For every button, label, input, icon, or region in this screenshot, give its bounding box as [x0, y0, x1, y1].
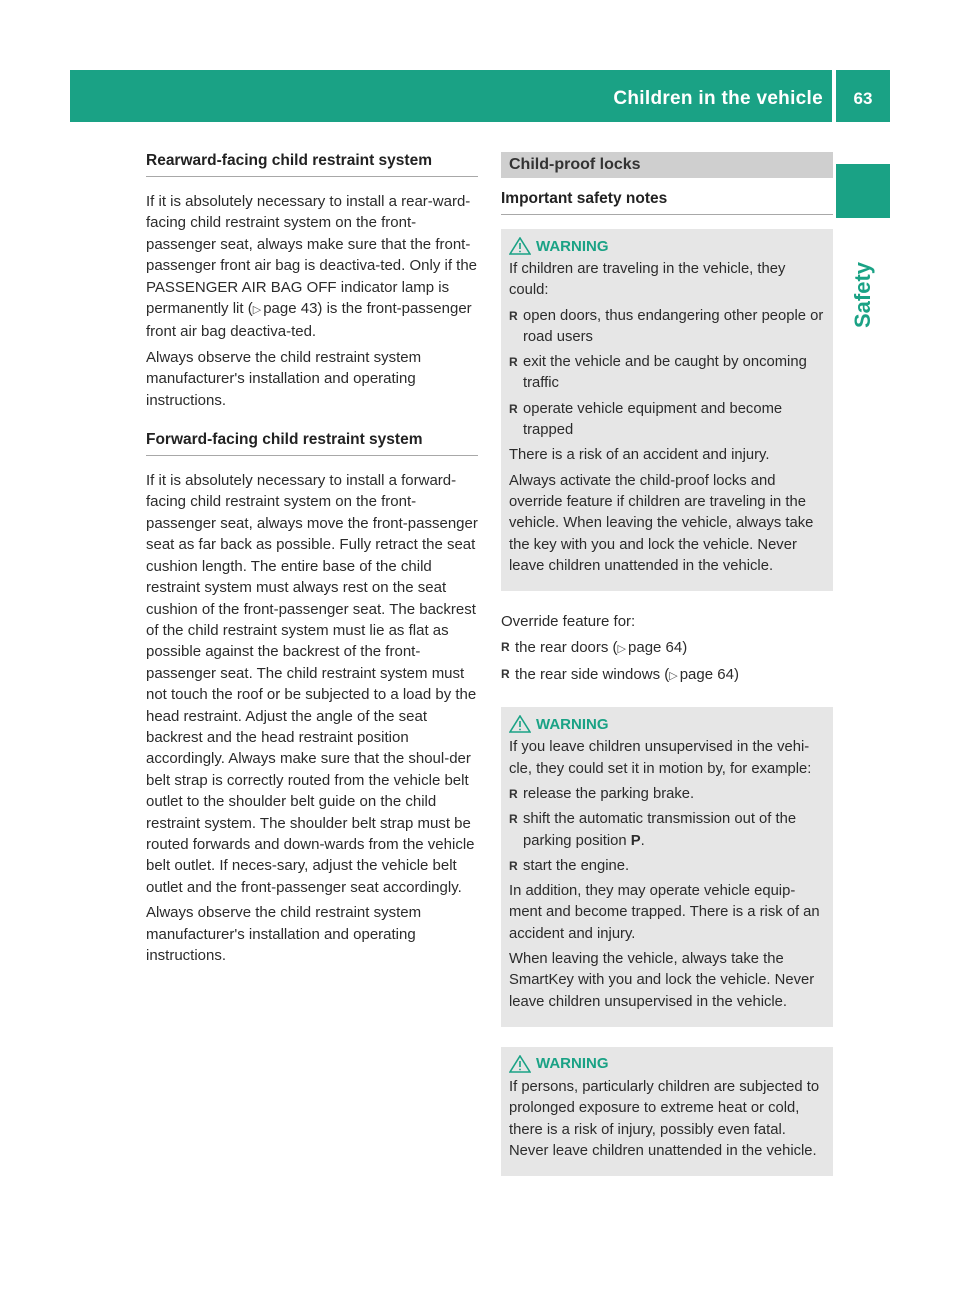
warning-label: WARNING — [536, 715, 609, 733]
warning-triangle-icon — [509, 1055, 531, 1073]
warning-label: WARNING — [536, 237, 609, 255]
warning-intro: If you leave children unsupervised in the vehi-cle, they could set it in motion by, for example: — [509, 739, 812, 777]
section-tab-marker — [836, 164, 890, 218]
forward-paragraph: If it is absolutely necessary to install a forward-facing child restraint system on the front-passenger seat, always move the front-passenger seat as far back as possible. Fully retract the seat cushion length. The entire base of the child restraint system must always rest on the seat cushion of the front-passenger seat. The backrest of the child restraint system must lie as flat as possible against the backrest of the front-passenger seat. The child restraint system must not touch the roof or be subjected to a load by the head restraint. Adjust the angle of the seat backrest and the head restraint position accordingly. Always make sure that the shoul-der belt strap is correctly routed from the vehicle belt outlet to the shoulder belt guide on the child restraint system. The shoulder belt strap must be routed forwards and down-wards from the vehicle belt outlet. If neces-sary, adjust the vehicle belt outlet and the front-passenger seat accordingly. — [146, 472, 478, 896]
right-column — [501, 152, 833, 1196]
page-reference-arrow-icon: ▷ — [252, 304, 262, 317]
warning-list — [509, 784, 826, 877]
rearward-paragraph: If it is absolutely necessary to install a rear-ward-facing child restraint system on the front-passenger seat, always make sure that the front-passenger front air bag is deactiva-ted. Only if the PASSENGER AIR BAG OFF indicator lamp is permanently lit (▷ page 43) is the front-passenger front air bag deactiva-ted. — [146, 193, 478, 341]
override-list — [501, 637, 833, 688]
page-reference-link[interactable]: page 64 — [679, 665, 734, 683]
warning-box — [501, 229, 833, 591]
list-item: R shift the automatic transmission out of the parking position P. — [509, 809, 826, 852]
list-item: R release the parking brake. — [509, 784, 826, 805]
list-item: R start the engine. — [509, 856, 826, 877]
warning-triangle-icon — [509, 237, 531, 255]
warning-advice: When leaving the vehicle, always take the SmartKey with you and lock the vehicle. Never leave children unsupervised in the vehicle. — [509, 951, 815, 1010]
warning-label: WARNING — [536, 1055, 609, 1073]
side-tab — [840, 240, 886, 350]
left-column — [146, 152, 478, 970]
safety-notes-heading: Important safety notes — [501, 190, 833, 215]
page-reference-link[interactable]: page 64 — [628, 638, 683, 656]
page-reference-arrow-icon: ▷ — [669, 669, 678, 682]
warning-list — [509, 306, 826, 442]
page-number: 63 — [853, 89, 873, 108]
warning-advice: Always activate the child-proof locks and override feature if children are traveling in the vehicle. When leaving the vehicle, always take the key with you and lock the vehicle. Never leave children unattended in the vehicle. — [509, 472, 814, 574]
side-tab-label: Safety — [850, 261, 875, 329]
list-item: R the rear side windows (▷ page 64) — [501, 664, 833, 687]
override-intro: Override feature for: — [501, 613, 636, 631]
warning-intro: If children are traveling in the vehicle, they could: — [509, 261, 786, 299]
warning-risk: In addition, they may operate vehicle equip-ment and become trapped. There is a risk of an accident and injury. — [509, 883, 820, 942]
forward-heading: Forward-facing child restraint system — [146, 431, 478, 456]
list-item: R exit the vehicle and be caught by oncoming traffic — [509, 352, 826, 395]
list-item: R open doors, thus endangering other people or road users — [509, 306, 826, 349]
warning-box — [501, 707, 833, 1027]
list-item: R operate vehicle equipment and become trapped — [509, 399, 826, 442]
warning-risk: There is a risk of an accident and injury. — [509, 447, 770, 464]
rearward-heading: Rearward-facing child restraint system — [146, 152, 478, 177]
gear-position: P — [630, 832, 641, 849]
warning-triangle-icon — [509, 715, 531, 733]
rearward-observe-paragraph: Always observe the child restraint system manufacturer's installation and operating instructions. — [146, 348, 422, 409]
forward-observe-paragraph: Always observe the child restraint system manufacturer's installation and operating instructions. — [146, 904, 422, 964]
page-reference-link[interactable]: page 43 — [263, 300, 318, 318]
list-item: R the rear doors (▷ page 64) — [501, 637, 833, 660]
child-proof-locks-heading: Child-proof locks — [501, 152, 833, 178]
page-title: Children in the vehicle — [613, 88, 823, 109]
warning-text: If persons, particularly children are subjected to prolonged exposure to extreme heat or cold, there is a risk of injury, possibly even fatal. Never leave children unattended in the vehicle. — [509, 1078, 820, 1159]
page-reference-arrow-icon: ▷ — [617, 642, 627, 655]
warning-box — [501, 1047, 833, 1176]
